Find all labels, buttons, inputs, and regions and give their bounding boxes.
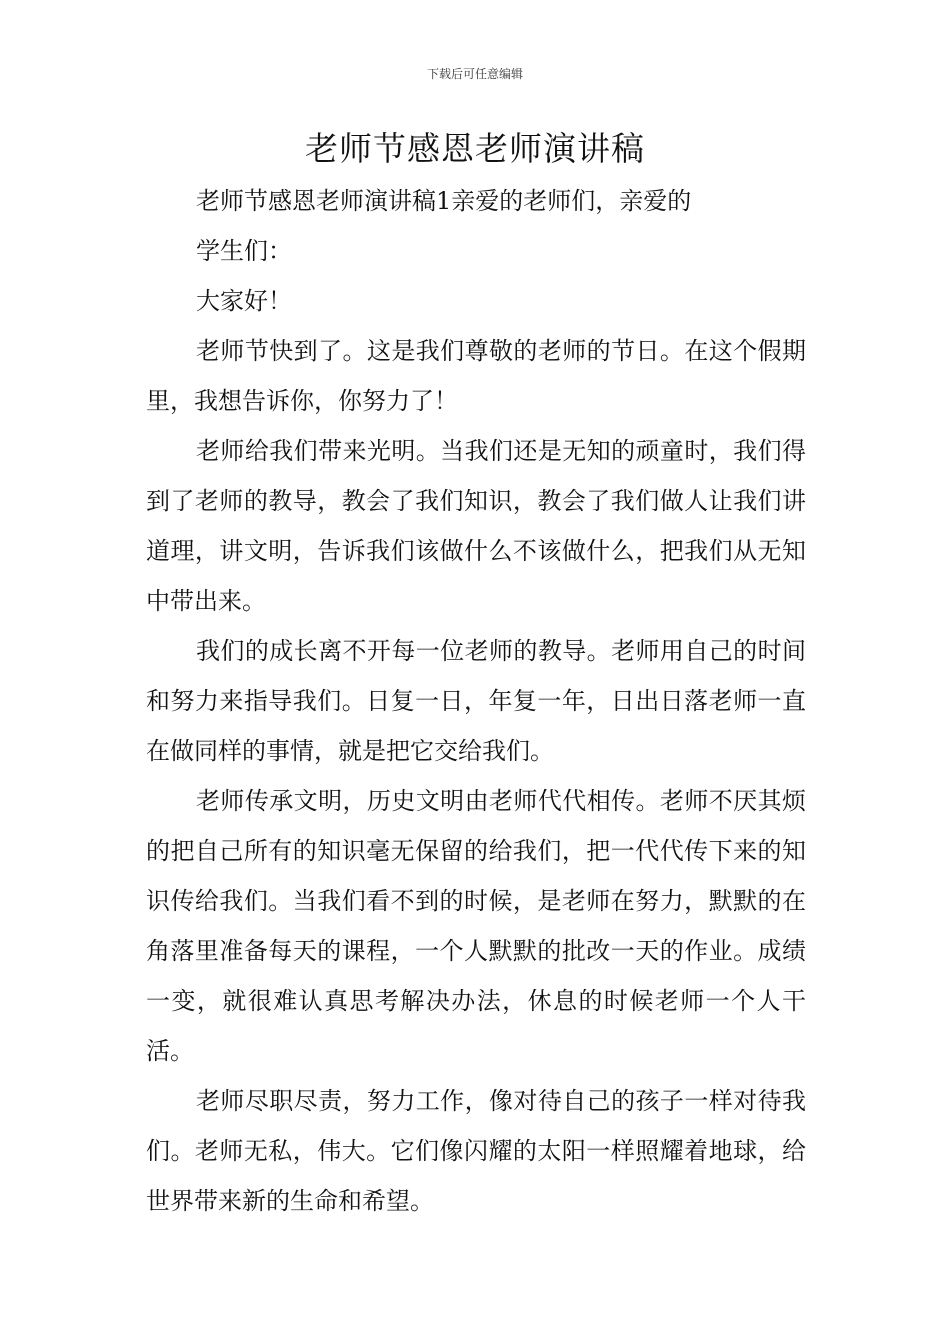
header-note: 下载后可任意编辑 xyxy=(426,67,523,81)
paragraph-8: 老师尽职尽责，努力工作，像对待自己的孩子一样对待我们。老师无私，伟大。它们像闪耀的太阳一样照耀着地球，给世界带来新的生命和希望。 xyxy=(146,1087,806,1215)
document-title: 老师节感恩老师演讲稿 xyxy=(305,129,645,168)
paragraph-1: 老师节感恩老师演讲稿1亲爱的老师们，亲爱的 xyxy=(196,187,692,215)
paragraph-4: 老师节快到了。这是我们尊敬的老师的节日。在这个假期里，我想告诉你，你努力了！ xyxy=(146,337,806,415)
paragraph-7: 老师传承文明，历史文明由老师代代相传。老师不厌其烦的把自己所有的知识毫无保留的给我们，把一代代传下来的知识传给我们。当我们看不到的时候，是老师在努力，默默的在角落里准备每天的课程，一个人默默的批改一天的作业。成绩一变，就很难认真思考解决办法，休息的时候老师一个人干活。 xyxy=(146,787,806,1065)
document-body xyxy=(146,176,806,1226)
paragraph-3: 大家好！ xyxy=(196,287,292,315)
paragraph-6: 我们的成长离不开每一位老师的教导。老师用自己的时间和努力来指导我们。日复一日，年复一年，日出日落老师一直在做同样的事情，就是把它交给我们。 xyxy=(146,637,806,765)
paragraph-2: 学生们： xyxy=(196,237,292,265)
paragraph-5: 老师给我们带来光明。当我们还是无知的顽童时，我们得到了老师的教导，教会了我们知识，教会了我们做人让我们讲道理，讲文明，告诉我们该做什么不该做什么，把我们从无知中带出来。 xyxy=(146,437,806,615)
